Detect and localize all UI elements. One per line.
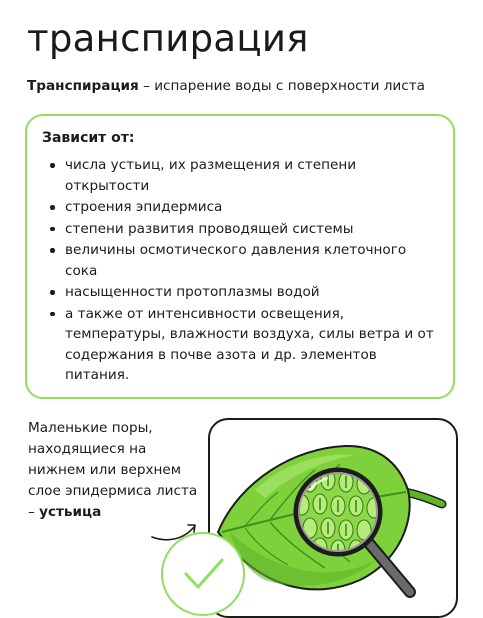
factor-item: а также от интенсивности освещения, температуры, влажности воздуха, силы ветра и от содержания в почве азота и др. элементов питания. xyxy=(47,304,442,386)
factors-heading: Зависит от: xyxy=(42,130,135,146)
factors-box xyxy=(25,114,455,399)
factor-item: величины осмотического давления клеточного сока xyxy=(47,240,442,281)
definition-text: – испарение воды с поверхности листа xyxy=(138,78,425,94)
factor-item: строения эпидермиса xyxy=(47,197,442,218)
factor-item: насыщенности протоплазмы водой xyxy=(47,282,442,303)
check-icon xyxy=(183,554,225,596)
leaf-magnifier-illustration xyxy=(210,420,456,616)
stomata-description-text: Маленькие поры, находящиеся на нижнем или верхнем слое эпидермиса листа – xyxy=(28,420,198,520)
definition-term: Транспирация xyxy=(27,78,139,94)
factor-list xyxy=(47,155,442,387)
stomata-term: устьица xyxy=(39,504,102,520)
check-badge xyxy=(161,532,245,616)
factor-item: числа устьиц, их размещения и степени открытости xyxy=(47,155,442,196)
definition xyxy=(27,76,425,96)
leaf-illustration-card xyxy=(208,418,458,618)
page-title: транспирация xyxy=(27,17,309,60)
factor-item: степени развития проводящей системы xyxy=(47,219,442,240)
